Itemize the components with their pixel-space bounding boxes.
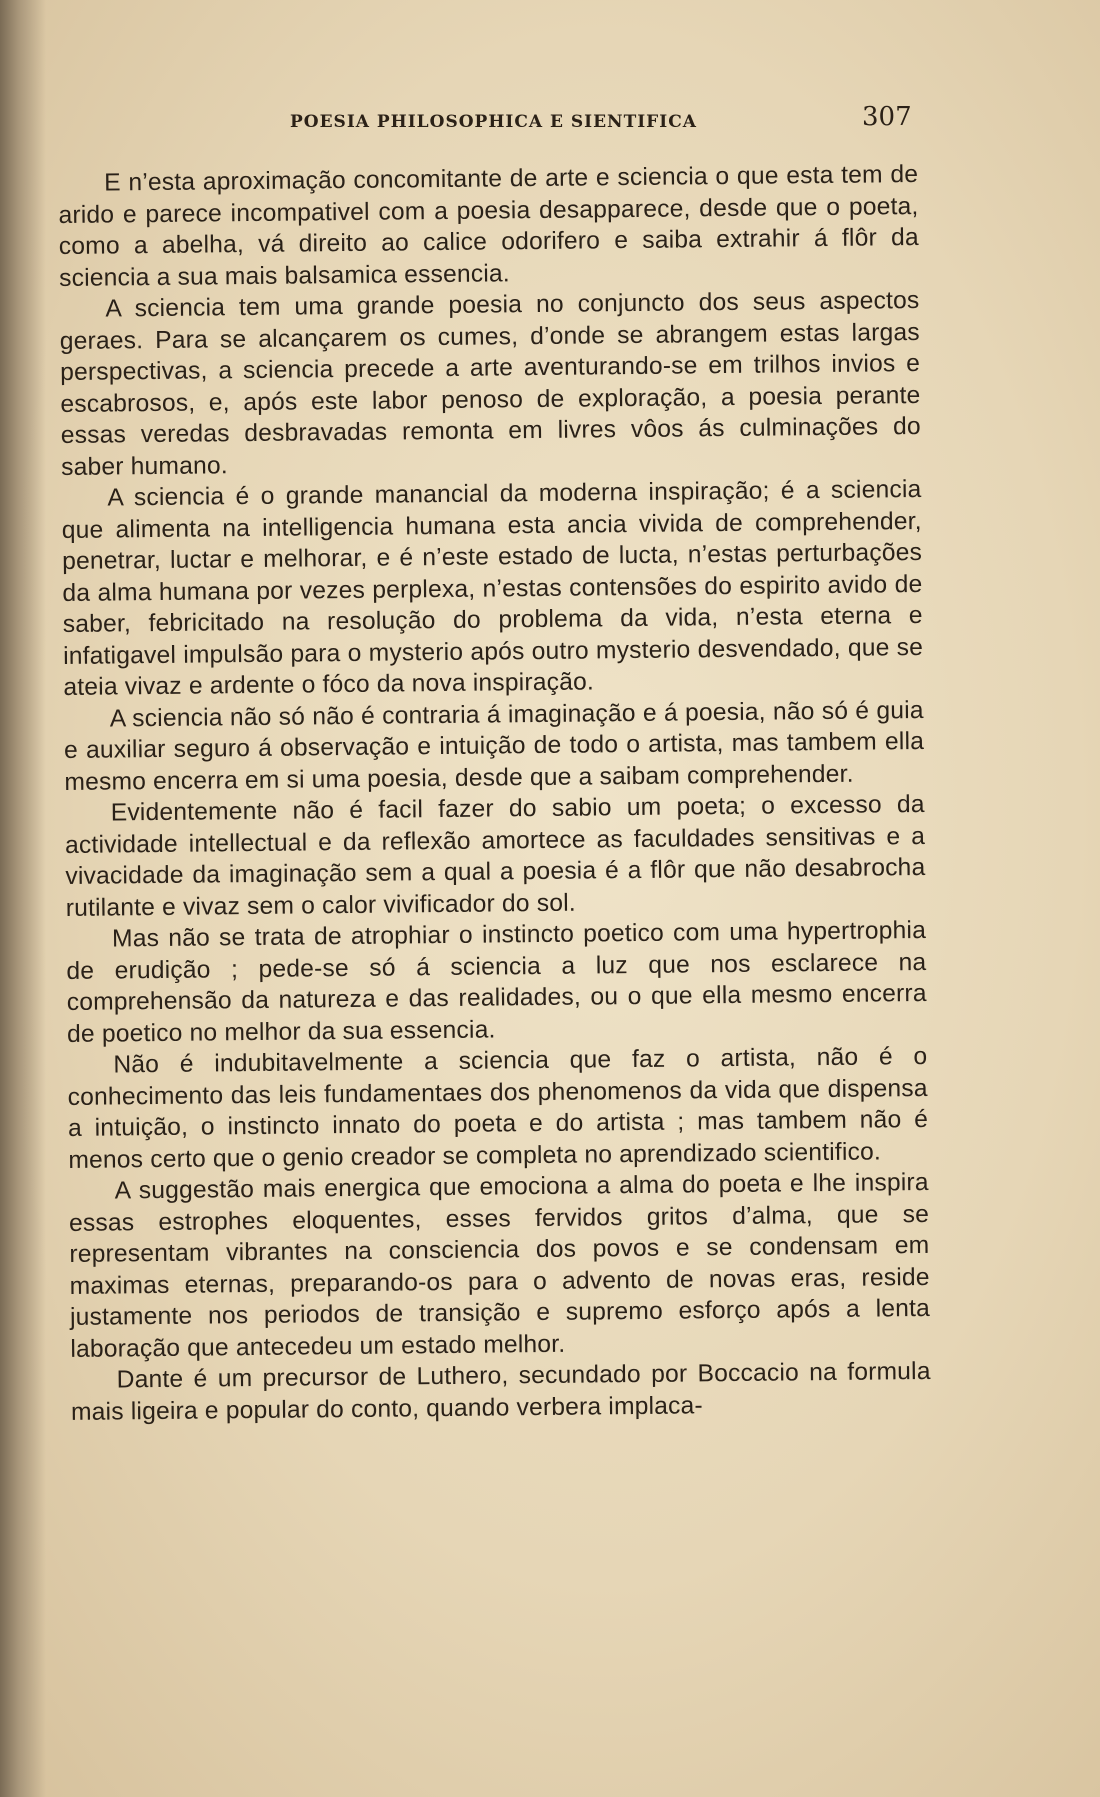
paragraph: A sciencia não só não é contraria á imaginação e á poesia, não só é guia e auxiliar seguro á observação e intuição de todo o artista, mas tambem ella mesmo encerra em si uma poesia, desde que a saibam comprehender.: [63, 696, 925, 796]
paragraph: Mas não se trata de atrophiar o instincto poetico com uma hypertrophia de erudição ; pede-se só á sciencia a luz que nos esclarece na comprehensão da natureza e das realidades, ou o que ella mesmo encerra de poetico no melhor da sua essencia.: [66, 916, 927, 1048]
paragraph: Dante é um precursor de Luthero, secundado por Boccacio na formula mais ligeira e popular do conto, quando verbera implaca-: [70, 1357, 931, 1426]
paragraph: Não é indubitavelmente a sciencia que faz o artista, não é o conhecimento das leis fundamentaes dos phenomenos da vida que dispensa a intuição, o instincto innato do poeta e do artista ; mas tambem não é menos certo que o genio creador se completa no aprendizado scientifico.: [67, 1042, 929, 1174]
paragraph: A suggestão mais energica que emociona a alma do poeta e lhe inspira essas estrophes eloquentes, esses fervidos gritos d’alma, que se representam vibrantes na consciencia dos povos e se condensam em maximas eternas, preparando-os para o advento de novas eras, reside justamente nos periodos de transição e supremo esforço após a lenta laboração que antecedeu um estado melhor.: [68, 1168, 931, 1363]
paragraph: A sciencia tem uma grande poesia no conjuncto dos seus aspectos geraes. Para se alcançarem os cumes, d’onde se abrangem estas largas perspectivas, a sciencia precede a arte aventurando-se em trilhos invios e escabrosos, e, após este labor penoso de exploração, a poesia perante essas veredas desbravadas remonta em livres vôos ás culminações do saber humano.: [59, 286, 921, 481]
paragraph: A sciencia é o grande manancial da moderna inspiração; é a sciencia que alimenta na intelligencia humana esta ancia vivida de comprehender, penetrar, luctar e melhorar, e é n’este estado de lucta, n’estas perturbações da alma humana por vezes perplexa, n’estas contensões do espirito avido de saber, febricitado na resolução do problema da vida, n’esta eterna e infatigavel impulsão para o mysterio após outro mysterio desvendado, que se ateia vivaz e ardente o fóco da nova inspiração.: [61, 475, 924, 701]
paragraph: E n’esta aproximação concomitante de arte e sciencia o que esta tem de arido e parece incompativel com a poesia desapparece, desde que o poeta, como a abelha, vá direito ao calice odorifero e saiba extrahir á flôr da sciencia a sua mais balsamica essencia.: [58, 160, 919, 292]
body-text: [58, 159, 931, 1428]
running-title: POESIA PHILOSOPHICA E SIENTIFICA: [290, 112, 697, 132]
page-header: [0, 102, 1100, 142]
page-number: 307: [862, 102, 912, 132]
paragraph: Evidentemente não é facil fazer do sabio um poeta; o excesso da actividade intellectual e da reflexão amortece as faculdades sensitivas e a vivacidade da imaginação sem a qual a poesia é a flôr que não desabrocha rutilante e vivaz sem o calor vivificador do sol.: [64, 790, 926, 922]
